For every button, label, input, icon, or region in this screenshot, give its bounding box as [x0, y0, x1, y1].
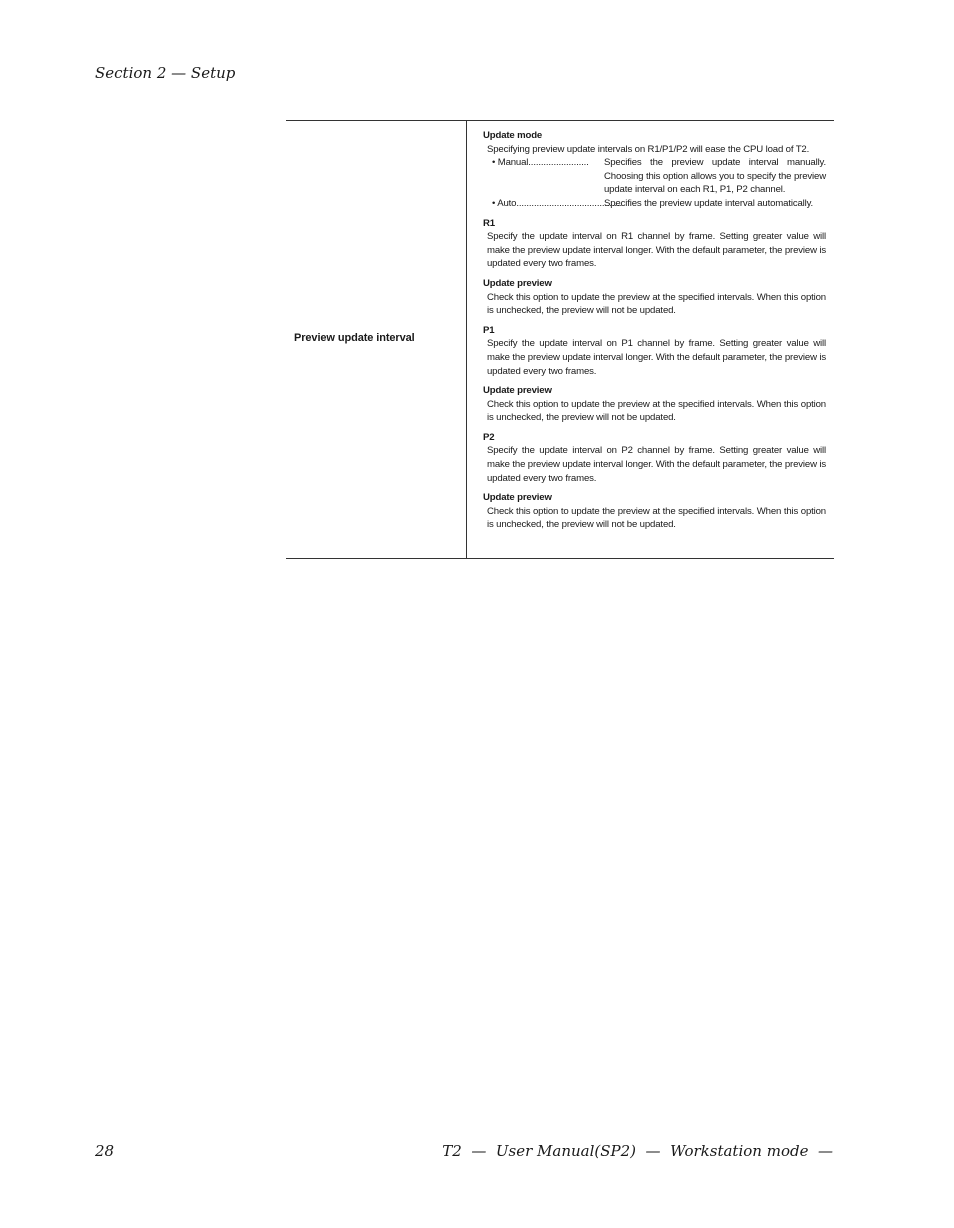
page-number: 28 [95, 1142, 115, 1160]
option-manual [483, 156, 826, 197]
description-column [483, 129, 826, 538]
r1-text: Specify the update interval on R1 channel by frame. Setting greater value will make the preview update interval longer. With the default parameter, the preview is updated every two frames. [487, 231, 826, 270]
p2-block [483, 431, 826, 485]
option-manual-key: • Manual........................ [492, 157, 589, 169]
p1-update-preview-text: Check this option to update the preview at the specified intervals. When this option is unchecked, the preview will not be updated. [487, 398, 826, 424]
update-mode-block [483, 129, 826, 211]
r1-block [483, 217, 826, 271]
option-auto-key: • Auto.......................................... [492, 197, 622, 209]
settings-table [286, 120, 834, 559]
update-mode-heading: Update mode [483, 130, 543, 141]
p1-heading: P1 [483, 324, 495, 336]
p1-block [483, 324, 826, 378]
update-mode-description: Specifying preview update intervals on R1/P1/P2 will ease the CPU load of T2. [487, 143, 810, 155]
section-header: Section 2 — Setup [95, 64, 236, 82]
p2-update-preview-heading: Update preview [483, 492, 552, 504]
option-auto [483, 197, 826, 211]
footer-title: T2 — User Manual(SP2) — Workstation mode — [442, 1142, 833, 1160]
r1-update-preview-text: Check this option to update the preview at the specified intervals. When this option is unchecked, the preview will not be updated. [487, 291, 826, 317]
p1-text: Specify the update interval on P1 channel by frame. Setting greater value will make the preview update interval longer. With the default parameter, the preview is updated every two frames. [487, 338, 826, 377]
p1-update-preview-heading: Update preview [483, 385, 552, 397]
row-label-preview-update-interval: Preview update interval [294, 332, 415, 344]
p2-update-preview-block [483, 491, 826, 532]
p2-update-preview-text: Check this option to update the preview at the specified intervals. When this option is unchecked, the preview will not be updated. [487, 505, 826, 531]
r1-update-preview-block [483, 277, 826, 318]
p2-text: Specify the update interval on P2 channel by frame. Setting greater value will make the preview update interval longer. With the default parameter, the preview is updated every two frames. [487, 445, 826, 484]
r1-update-preview-heading: Update preview [483, 277, 552, 289]
p2-heading: P2 [483, 431, 495, 443]
option-manual-value: Specifies the preview update interval manually. Choosing this option allows you to specify the preview update interval on each R1, P1, P2 channel. [604, 157, 826, 196]
p1-update-preview-block [483, 384, 826, 425]
option-auto-value: Specifies the preview update interval automatically. [604, 197, 814, 209]
label-column [286, 121, 467, 558]
r1-heading: R1 [483, 217, 495, 229]
